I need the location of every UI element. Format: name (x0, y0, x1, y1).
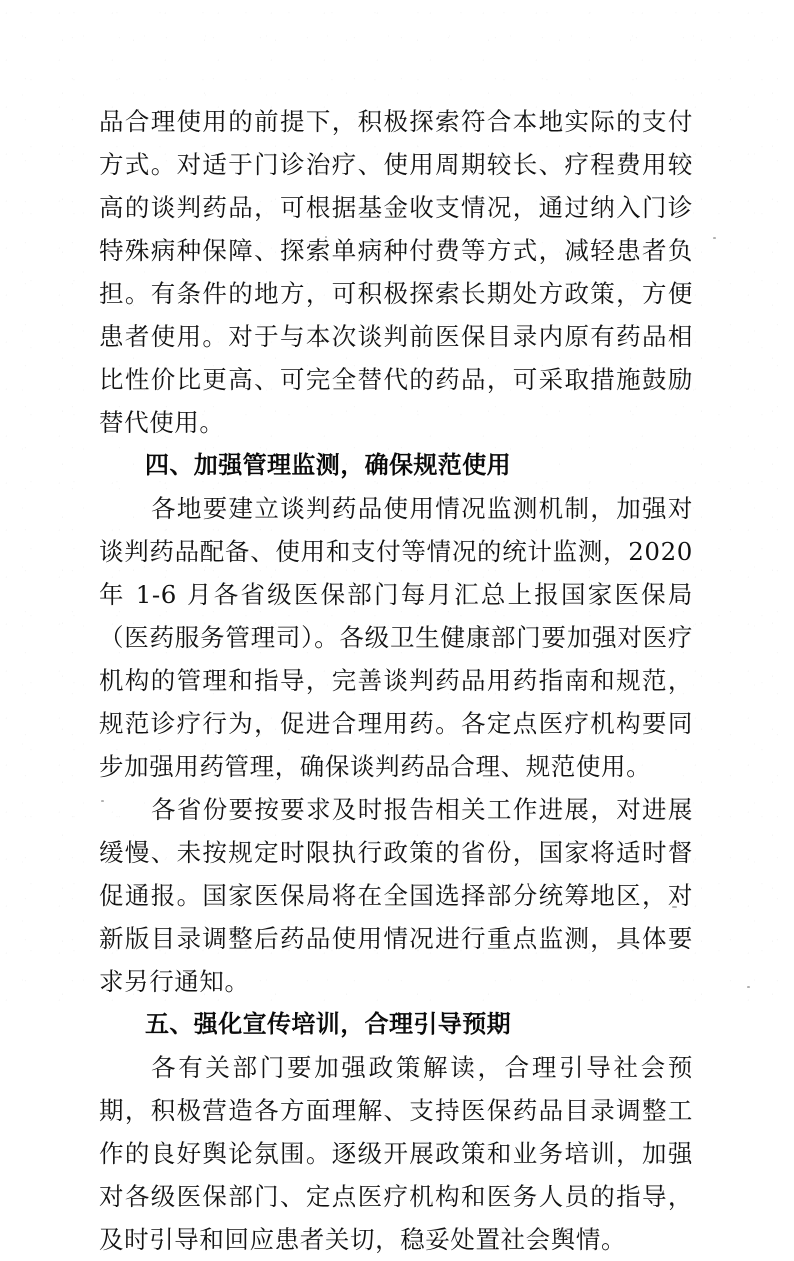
section-heading-four: 四、加强管理监测，确保规范使用 (145, 451, 511, 479)
paragraph-provincial-reporting: 各省份要按要求及时报告相关工作进展，对进展缓慢、未按规定时限执行政策的省份，国家将适时督促通报。国家医保局将在全国选择部分统筹地区，对新版目录调整后药品使用情况进行重点监测，具体要求另行通知。 (99, 795, 693, 996)
section-heading-five: 五、强化宣传培训，合理引导预期 (145, 1010, 511, 1038)
paragraph-carryover: 品合理使用的前提下，积极探索符合本地实际的支付方式。对适于门诊治疗、使用周期较长、疗程费用较高的谈判药品，可根据基金收支情况，通过纳入门诊特殊病种保障、探索单病种付费等方式，减轻患者负担。有条件的地方，可积极探索长期处方政策，方便患者使用。对于与本次谈判前医保目录内原有药品相比性价比更高、可完全替代的药品，可采取措施鼓励替代使用。 (99, 107, 693, 437)
scan-speck (747, 986, 750, 988)
document-body (99, 100, 693, 1261)
paragraph-monitoring-mechanism: 各地要建立谈判药品使用情况监测机制，加强对谈判药品配备、使用和支付等情况的统计监测，2020 年 1-6 月各省级医保部门每月汇总上报国家医保局（医药服务管理司）。各级卫生健康部门要加强对医疗机构的管理和指导，完善谈判药品用药指南和规范，规范诊疗行为，促进合理用药。各定点医疗机构要同步加强用药管理，确保谈判药品合理、规范使用。 (99, 494, 693, 781)
scan-speck (713, 237, 716, 239)
paragraph-publicity-training: 各有关部门要加强政策解读，合理引导社会预期，积极营造各方面理解、支持医保药品目录调整工作的良好舆论氛围。逐级开展政策和业务培训，加强对各级医保部门、定点医疗机构和医务人员的指导，及时引导和回应患者关切，稳妥处置社会舆情。 (99, 1053, 693, 1254)
